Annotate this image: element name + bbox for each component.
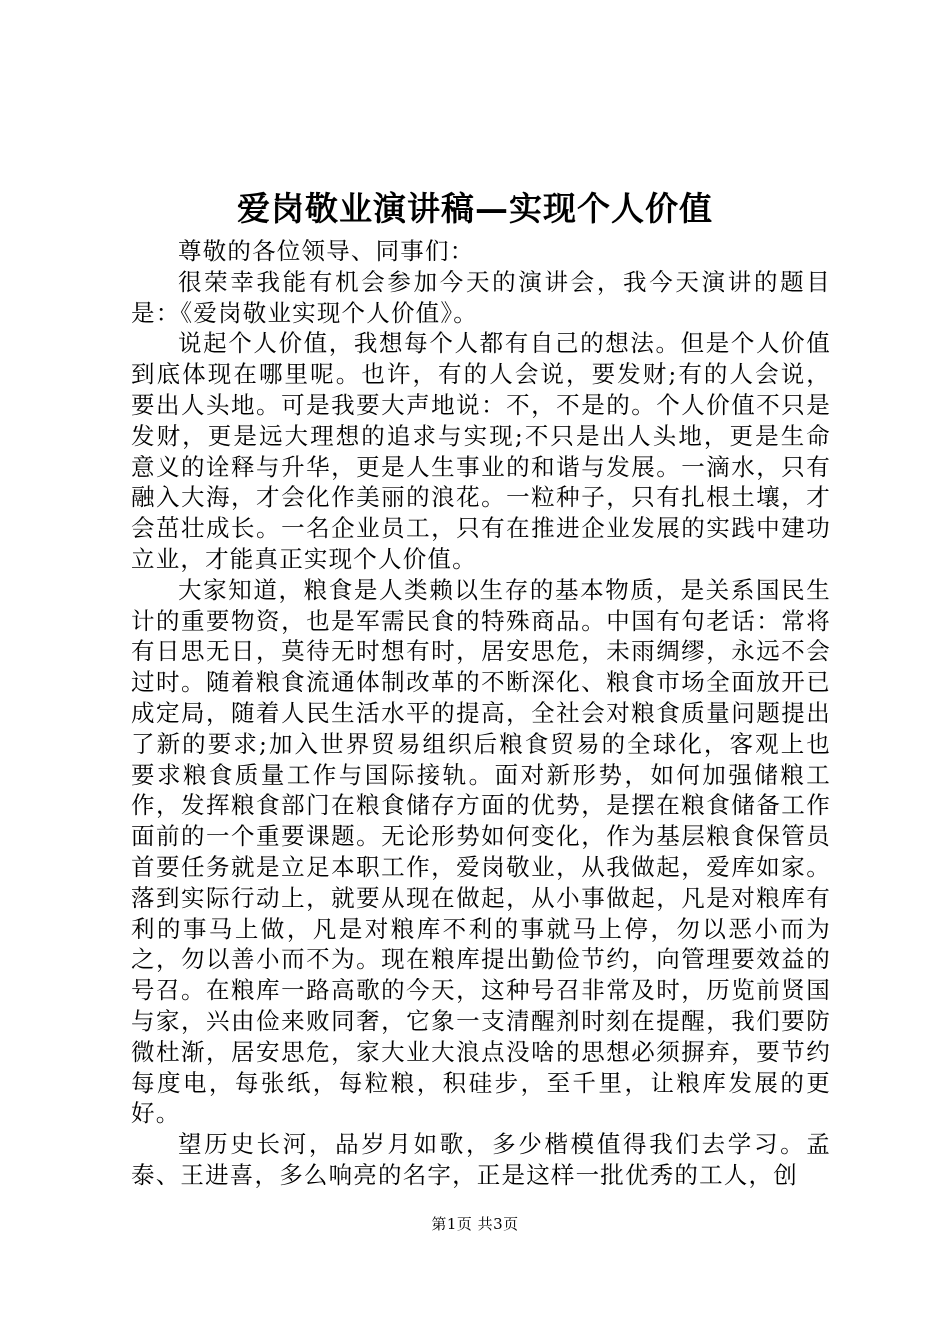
document-body bbox=[131, 236, 831, 1191]
document-title: 爱岗敬业演讲稿—实现个人价值 bbox=[237, 189, 713, 228]
paragraph-salutation: 尊敬的各位领导、同事们： bbox=[178, 237, 475, 265]
paragraph-history: 望历史长河，品岁月如歌，多少楷模值得我们去学习。孟泰、王进喜，多么响亮的名字，正是这样一批优秀的工人，创 bbox=[131, 1130, 831, 1189]
paragraph-personal-value: 说起个人价值，我想每个人都有自己的想法。但是个人价值到底体现在哪里呢。也许，有的人会说，要发财;有的人会说，要出人头地。可是我要大声地说：不，不是的。个人价值不只是发财，更是远大理想的追求与实现;不只是出人头地，更是生命意义的诠释与升华，更是人生事业的和谐与发展。一滴水，只有融入大海，才会化作美丽的浪花。一粒种子，只有扎根土壤，才会茁壮成长。一名企业员工，只有在推进企业发展的实践中建功立业，才能真正实现个人价值。 bbox=[131, 329, 831, 573]
paragraph-intro: 很荣幸我能有机会参加今天的演讲会，我今天演讲的题目是：《爱岗敬业实现个人价值》。 bbox=[131, 267, 831, 327]
paragraph-grain: 大家知道，粮食是人类赖以生存的基本物质，是关系国民生计的重要物资，也是军需民食的特殊商品。中国有句老话：常将有日思无日，莫待无时想有时，居安思危，未雨绸缪，永远不会过时。随着粮食流通体制改革的不断深化、粮食市场全面放开已成定局，随着人民生活水平的提高，全社会对粮食质量问题提出了新的要求;加入世界贸易组织后粮食贸易的全球化，客观上也要求粮食质量工作与国际接轨。面对新形势，如何加强储粮工作，发挥粮食部门在粮食储存方面的优势，是摆在粮食储备工作面前的一个重要课题。无论形势如何变化，作为基层粮食保管员首要任务就是立足本职工作，爱岗敬业，从我做起，爱库如家。落到实际行动上，就要从现在做起，从小事做起，凡是对粮库有利的事马上做，凡是对粮库不利的事就马上停，勿以恶小而为之，勿以善小而不为。现在粮库提出勤俭节约，向管理要效益的号召。在粮库一路高歌的今天，这种号召非常及时，历览前贤国与家，兴由俭来败同奢，它象一支清醒剂时刻在提醒，我们要防微杜渐，居安思危，家大业大浪点没啥的思想必须摒弃，要节约每度电，每张纸，每粒粮，积硅步，至千里，让粮库发展的更好。 bbox=[131, 575, 831, 1128]
page-number-footer: 第1页 共3页 bbox=[431, 1215, 519, 1233]
